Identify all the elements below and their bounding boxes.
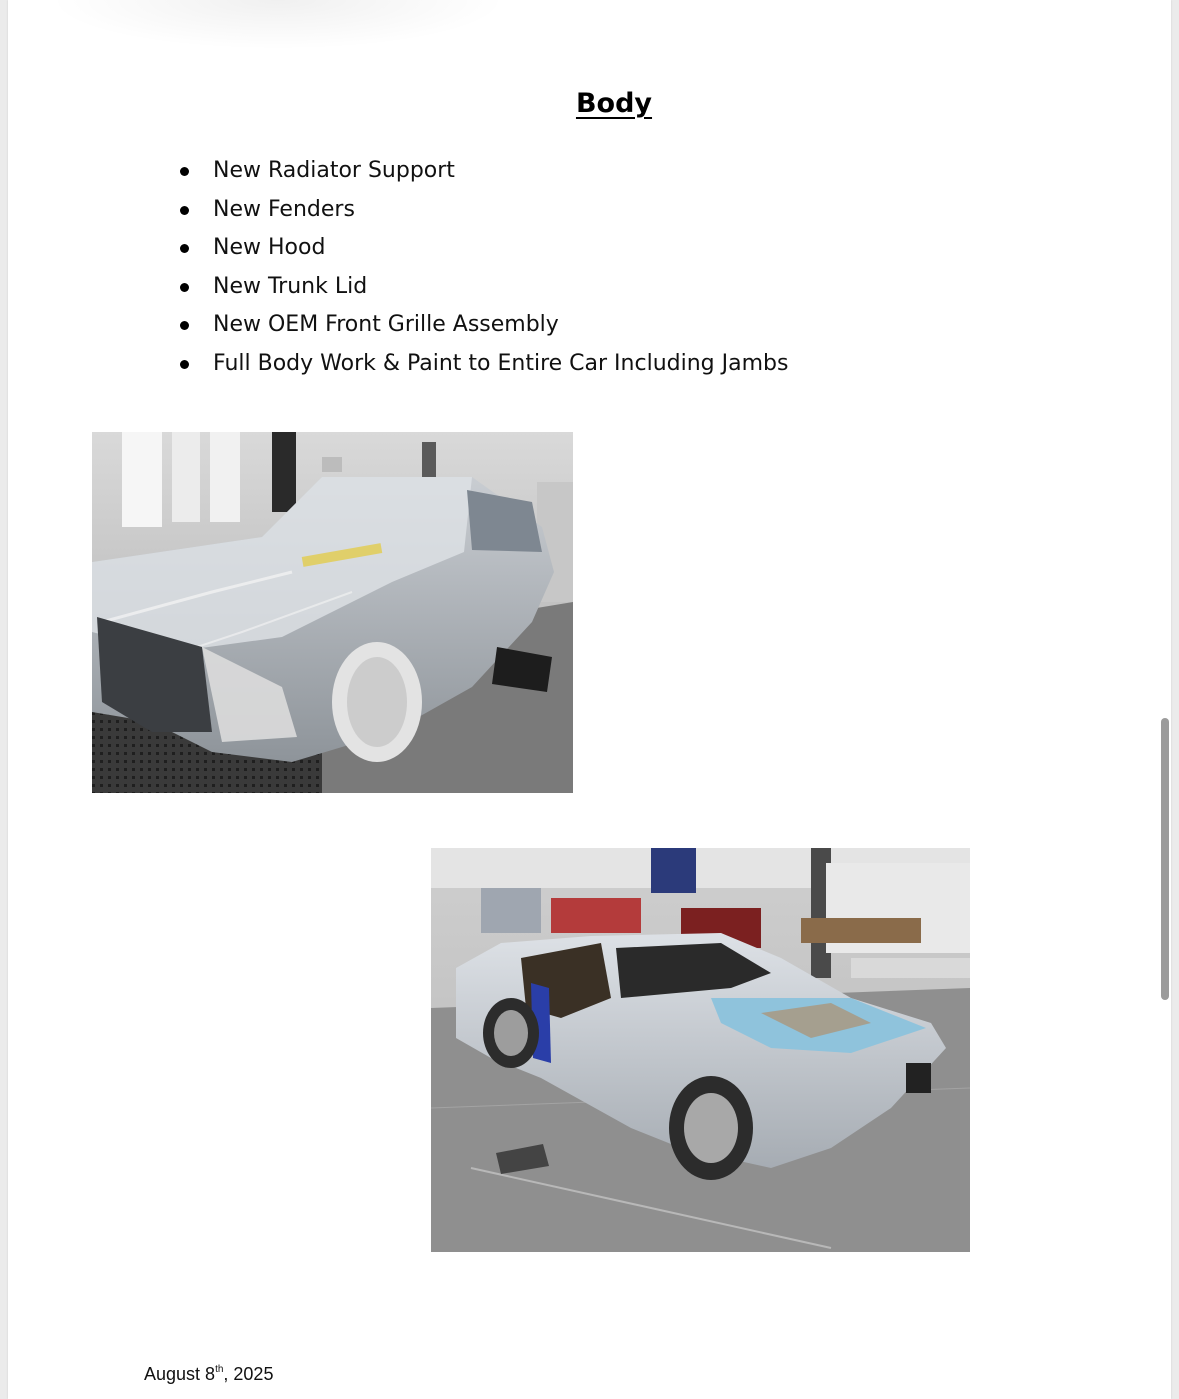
document-date [144, 1364, 273, 1385]
list-item-text: New Trunk Lid [213, 273, 368, 299]
list-item-text: New Fenders [213, 196, 355, 222]
list-item [176, 345, 788, 384]
list-item-text: New OEM Front Grille Assembly [213, 312, 559, 337]
document-page [8, 0, 1171, 1399]
list-item [176, 268, 788, 307]
list-item-text: Full Body Work & Paint to Entire Car Including Jambs [213, 350, 789, 376]
bullet-icon [180, 321, 189, 330]
page-top-shadow [48, 0, 508, 50]
date-ordinal-suffix: th [215, 1364, 224, 1375]
bullet-icon [180, 360, 189, 369]
scrollbar-track[interactable] [1159, 0, 1171, 1399]
bullet-icon [180, 206, 189, 215]
bullet-icon [180, 167, 189, 176]
car-in-paint-booth-photo [92, 432, 573, 793]
car-in-shop-photo [431, 848, 970, 1252]
section-title: Body [575, 88, 653, 119]
list-item-text: New Hood [213, 235, 326, 260]
scrollbar-thumb[interactable] [1161, 718, 1169, 1000]
date-month-day: August 8 [144, 1364, 216, 1384]
bullet-icon [180, 283, 189, 292]
body-work-list [176, 152, 788, 383]
list-item [176, 229, 788, 268]
list-item [176, 191, 788, 230]
list-item [176, 152, 788, 191]
date-year: , 2025 [223, 1364, 274, 1384]
bullet-icon [180, 244, 189, 253]
list-item-text: New Radiator Support [213, 158, 455, 183]
list-item [176, 306, 788, 345]
